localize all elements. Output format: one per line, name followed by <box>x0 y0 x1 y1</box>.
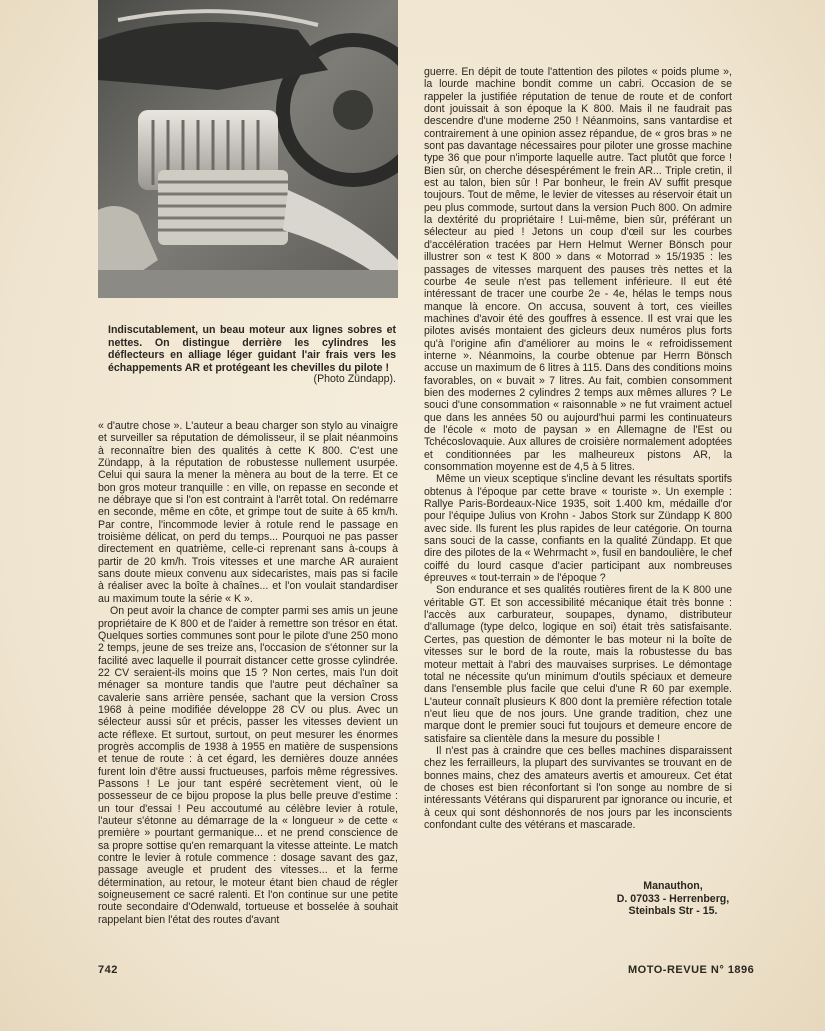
article-paragraph: guerre. En dépit de toute l'attention des pilotes « poids plume », la lourde machine bondit comme un cabri. Occasion de se rappeler la justifiée réputation de tenue de route et de confort dont jouissait à son époque la K 800. Mais il ne faudrait pas descendre d'une moderne 250 ! Néanmoins, sans vantardise et contrairement à une opinion assez répandue, de « gros bras » ne sont pas davantage nécessaires pour piloter une grosse machine type 36 que pour n'importe laquelle autre. Tact plutôt que force ! Bien sûr, on cherche désespérément le frein AR... Triple cretin, il est au talon, bien sûr ! Par bonheur, le frein AV suffit presque toujours. Tout de même, le levier de vitesses au réservoir était un peu plus commode, surtout dans la version Puch 800. On admire la dextérité du propriétaire ! Lui-même, bien sûr, préférant un sélecteur au pied ! Jetons un coup d'œil sur les courbes d'accélération tracées par Hern Helmut Werner Bönsch pour illustrer son « test K 800 » dans « Motorrad » 15/1935 : les passages de vitesses marquent des pauses très nettes et la courbe 4e seule n'est pas tellement inférieure. Il eut été intéressant de tracer une courbe 2e - 4e, hélas le temps nous manque là encore. On accusa, souvent à tort, ces vieilles machines d'avoir été des gouffres à essence. Il est vrai que les pilotes avisés montaient des gicleurs deux numéros plus forts qu'à l'origine afin d'améliorer au moins le « refroidissement interne ». Néanmoins, la courbe obtenue par Herrn Bönsch accuse un maximum de 6 litres à 115. Dans des conditions moins favorables, on « buvait » 7 litres. Au fait, combien consomment bien des modernes 2 cylindres 2 temps aux mêmes allures ? Le souci d'une consommation « raisonnable » ne fut vraiment actuel que dans les années 50 ou aujourd'hui parmi les continuateurs de l'école « moto de paysan » en Allemagne de l'Est ou Tchécoslovaquie. Aux allures de croisière normalement adoptées et conditionnées par les malheureux pistons AR, la consommation moyenne est de 4,5 à 5 litres. <box>424 66 732 473</box>
article-column-right <box>424 66 732 831</box>
page-number: 742 <box>98 964 118 976</box>
photo-caption <box>108 324 396 386</box>
article-paragraph: Même un vieux sceptique s'incline devant les résultats sportifs obtenus à l'époque par cette brave « touriste ». Un exemple : Rallye Paris-Bordeaux-Nice 1935, soit 1.400 km, médaille d'or pour l'équipe Julius von Krohn - Jabos Stork sur Zündapp K 800 avec side. Ils furent les plus rapides de leur catégorie. On tourna sans souci de la casse, confiants en la qualité Zündapp. Et que dire des pilotes de la « Wehrmacht », fusil en bandoulière, le chef coiffé du lourd casque d'acier participant aux nombreuses épreuves « tout-terrain » de l'époque ? <box>424 473 732 585</box>
author-address-line: Steinbals Str - 15. <box>628 905 718 918</box>
article-column-left <box>98 420 398 926</box>
motorcycle-engine-photo <box>98 0 398 298</box>
photo-credit: (Photo Zündapp). <box>313 373 396 386</box>
article-paragraph: « d'autre chose ». L'auteur a beau charger son stylo au vinaigre et surveiller sa réputation de démolisseur, il se plait néanmoins à reconnaître bien des qualités à cette K 800. C'est une Zündapp, à la réputation de robustesse nullement usurpée. Celui qui saura la mener la mènera au bout de la terre. Et ce bon gros moteur tranquille : en ville, on repasse en seconde et ne débraye que si l'on est contraint à l'arrêt total. On redémarre en seconde, même en côte, et grimpe tout de suite à 65 km/h. Par contre, l'incommode levier à rotule rend le passage en troisième délicat, on perd du temps... Pourquoi ne pas passer directement en quatrième, celle-ci reprenant sans à-coups à partir de 20 km/h. Trois vitesses et une marche AR auraient sans doute mieux convenu aux sidecaristes, mais pas si facile à réaliser avec la boîte à chaînes... et l'on voulait standardiser au maximum toute la série « K ». <box>98 420 398 605</box>
article-paragraph: Il n'est pas à craindre que ces belles machines disparaissent chez les ferrailleurs, la plupart des survivantes se trouvant en de bonnes mains, chez des amateurs avertis et amoureux. Cet état de choses est bien réconfortant si l'on songe au nombre de si intéressants Vétérans qui disparurent par ignorance ou incurie, et à ceux qui sont déshonnorés de nos jours par les inconscients confondant culte des vétérans et mascarade. <box>424 744 732 831</box>
engine-photo-icon <box>98 0 398 298</box>
article-paragraph: Son endurance et ses qualités routières firent de la K 800 une véritable GT. Et son accessibilité mécanique était très bonne : l'accès aux carburateur, soupapes, dynamo, distributeur d'allumage (type delco, logique en soi) était très satisfaisante. Certes, pas question de démonter le bas moteur ni la boîte de vitesses sur le bord de la route, mais la robustesse du bas moteur mettait à l'abri des mauvaises surprises. Le démontage total ne nécessite qu'un minimum d'outils spéciaux et demeure dans l'ensemble plus facile que celui d'une R 60 par exemple. L'auteur connaît plusieurs K 800 dont la première réfection totale n'eut lieu que de nos jours. Une grande tradition, chez une marque dont le premier souci fut toujours et demeure encore de satisfaire sa clientèle dans la mesure du possible ! <box>424 584 732 745</box>
author-signature <box>598 880 748 918</box>
article-paragraph: On peut avoir la chance de compter parmi ses amis un jeune propriétaire de K 800 et de l'aider à remettre son trésor en état. Quelques sorties communes sont pour le pilote d'une 250 mono 2 temps, jeune de ses treize ans, l'occasion de s'étonner sur la facilité avec laquelle il pourrait distancer cette grosse cylindrée. 22 CV seraient-ils moins que 15 ? Non certes, mais l'un doit ménager sa monture tandis que l'autre peut déchaîner sa cavalerie sans arrière pensée, sachant que la version Cross 1968 à peine modifiée développe 28 CV ou plus. Avec un sélecteur aussi sûr et précis, passer les vitesses devient un acte réflexe. Et surtout, surtout, on peut mesurer les énormes progrès accomplis de 1938 à 1955 en matière de suspensions et tenue de route : à cet égard, les dernières douze années furent loin d'être aussi fructueuses, parfois même régressives. Passons ! Le jour tant espéré secrètement vient, où le possesseur de ce bijou propose la plus belle preuve d'estime : un tour d'essai ! Peu accoutumé au célèbre levier à rotule, l'auteur s'étonne au démarrage de la « longueur » de cette « première » pourtant germanique... et ne prend conscience de sa propre sottise qu'en remarquant la vitesse atteinte. Le match contre le levier à rotule commence : dosage savant des gaz, passage aveugle et prudent des vitesses... et la ferme détermination, au retour, le moteur étant bien chaud de régler soigneusement ce sacré ralenti. Et l'on continue sur une petite route secondaire d'Odenwald, tortueuse et bosselée à souhait rappelant bien l'état des routes d'avant <box>98 605 398 926</box>
publication-issue: MOTO-REVUE N° 1896 <box>628 964 755 976</box>
author-name: Manauthon, <box>643 880 703 892</box>
author-address-line: D. 07033 - Herrenberg, <box>616 892 730 905</box>
caption-text: Indiscutablement, un beau moteur aux lignes sobres et nettes. On distingue derrière les cylindres les déflecteurs en alliage léger guidant l'air frais vers les échappements AR et protégeant les chevilles du pilote ! <box>108 324 396 374</box>
